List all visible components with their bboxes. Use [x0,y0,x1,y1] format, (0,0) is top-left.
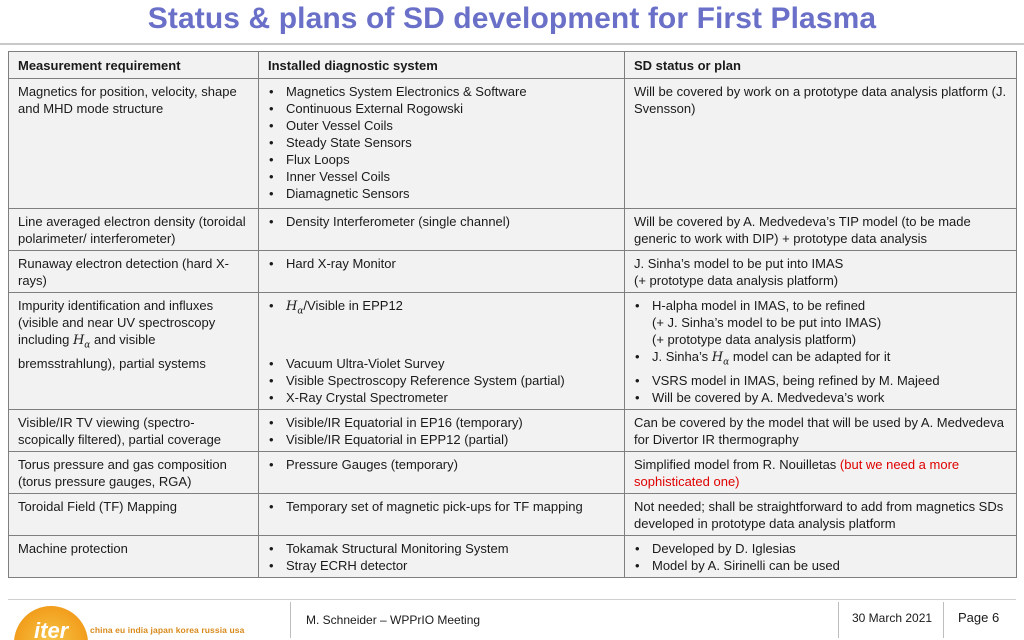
system-item: • Inner Vessel Coils [268,168,616,185]
systems-cell [259,293,625,410]
list-spacer [268,321,616,355]
requirement-text-part1: Impurity identification and influxes (visible and near UV spectroscopy including [18,298,216,347]
system-item: • Visible Spectroscopy Reference System (partial) [268,372,616,389]
status-cell: Can be covered by the model that will be used by A. Medvedeva for Divertor IR thermography [625,409,1017,451]
system-item: • Flux Loops [268,151,616,168]
systems-cell [259,251,625,293]
system-item: • Density Interferometer (single channel) [268,213,616,230]
status-cell: Will be covered by work on a prototype data analysis platform (J. Svensson) [625,79,1017,209]
systems-cell [259,535,625,577]
footer-author: M. Schneider – WPPrIO Meeting [290,602,837,638]
system-item: • Vacuum Ultra-Violet Survey [268,355,616,372]
status-cell [625,535,1017,577]
h-alpha-symbol: $H_\alpha$ [72,333,91,351]
system-item: • Hard X-ray Monitor [268,255,616,272]
system-item: • $H_\alpha$/Visible in EPP12 [268,297,616,321]
table-row [9,209,1017,251]
requirement-cell: Machine protection [9,535,259,577]
status-line: (+ prototype data analysis platform) [634,273,839,288]
status-cell [625,251,1017,293]
system-item: • Temporary set of magnetic pick-ups for TF mapping [268,498,616,515]
h-alpha-symbol: $H_\alpha$ [286,299,304,317]
system-item: • Diamagnetic Sensors [268,185,616,202]
header-sd-status: SD status or plan [625,52,1017,79]
table-row [9,79,1017,209]
requirement-cell [9,293,259,410]
footer-divider [8,599,1016,600]
requirement-text-part2: and visible bremsstrahlung), partial systems [18,332,206,371]
requirement-cell: Line averaged electron density (toroidal polarimeter/ interferometer) [9,209,259,251]
system-item: • Pressure Gauges (temporary) [268,456,616,473]
table-row [9,451,1017,493]
requirement-cell: Toroidal Field (TF) Mapping [9,493,259,535]
status-cell: Will be covered by A. Medvedeva’s TIP model (to be made generic to work with DIP) + prototype data analysis [625,209,1017,251]
status-item: • Model by A. Sirinelli can be used [634,557,1008,574]
system-item: • Continuous External Rogowski [268,100,616,117]
table-row [9,493,1017,535]
title-divider [0,43,1024,45]
status-item: • J. Sinha’s $H_\alpha$ model can be adapted for it [634,348,1008,372]
header-installed-diagnostic-system: Installed diagnostic system [259,52,625,79]
systems-cell [259,451,625,493]
status-item: • Will be covered by A. Medvedeva’s work [634,389,1008,406]
system-item: • Outer Vessel Coils [268,117,616,134]
table-row [9,251,1017,293]
header-measurement-requirement: Measurement requirement [9,52,259,79]
iter-logo [0,602,290,640]
systems-cell [259,493,625,535]
sd-status-table [8,51,1017,578]
slide-title: Status & plans of SD development for First Plasma [147,2,877,35]
h-alpha-symbol: $H_\alpha$ [711,350,730,368]
system-item: • Visible/IR Equatorial in EP16 (temporary) [268,414,616,431]
systems-cell [259,209,625,251]
system-item: • Visible/IR Equatorial in EPP12 (partial) [268,431,616,448]
status-line: J. Sinha’s model to be put into IMAS [634,256,844,271]
system-item: • X-Ray Crystal Spectrometer [268,389,616,406]
requirement-cell: Visible/IR TV viewing (spectro-scopically filtered), partial coverage [9,409,259,451]
status-item: • H-alpha model in IMAS, to be refined (+ J. Sinha’s model to be put into IMAS) (+ prototype data analysis platform) [634,297,1008,348]
iter-members-text: china eu india japan korea russia usa [90,625,245,635]
status-item: • VSRS model in IMAS, being refined by M. Majeed [634,372,1008,389]
system-item: • Steady State Sensors [268,134,616,151]
table-row [9,293,1017,410]
footer-date: 30 March 2021 [838,602,944,638]
requirement-cell: Magnetics for position, velocity, shape and MHD mode structure [9,79,259,209]
requirement-cell: Runaway electron detection (hard X-rays) [9,251,259,293]
status-highlight: (but we need a more sophisticated one) [634,456,960,489]
table-row [9,535,1017,577]
status-cell: Not needed; shall be straightforward to add from magnetics SDs developed in prototype data analysis platform [625,493,1017,535]
system-item: • Magnetics System Electronics & Software [268,83,616,100]
status-cell: Simplified model from R. Nouilletas (but we need a more sophisticated one) [625,451,1017,493]
table-row [9,409,1017,451]
page-number: Page 6 [958,610,1000,625]
systems-cell [259,409,625,451]
system-item: • Stray ECRH detector [268,557,616,574]
requirement-cell: Torus pressure and gas composition (torus pressure gauges, RGA) [9,451,259,493]
system-item: • Tokamak Structural Monitoring System [268,540,616,557]
status-cell [625,293,1017,410]
systems-cell [259,79,625,209]
iter-logo-text: iter [34,618,69,640]
table-header-row [9,52,1017,79]
status-item: • Developed by D. Iglesias [634,540,1008,557]
